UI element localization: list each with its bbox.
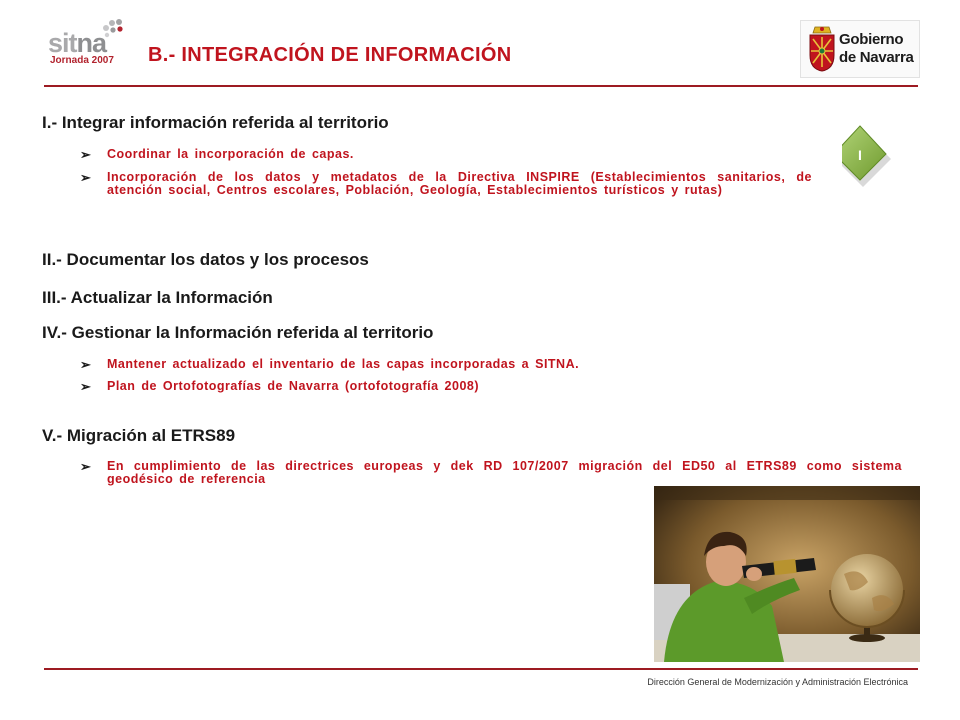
- arrow-right-icon: ➢: [80, 379, 92, 394]
- section-heading-2: II.- Documentar los datos y los procesos: [42, 250, 369, 269]
- section-1-list: [42, 148, 812, 197]
- navarra-shield-icon: [807, 25, 837, 73]
- gov-logo-line1: Gobierno: [839, 31, 904, 48]
- list-item-text: Coordinar la incorporación de capas.: [107, 147, 354, 161]
- list-item: [42, 171, 812, 197]
- header-divider: [44, 85, 918, 87]
- arrow-right-icon: ➢: [80, 357, 92, 372]
- arrow-right-icon: ➢: [80, 147, 92, 162]
- badge-label: I: [858, 147, 862, 163]
- section-badge: [842, 124, 906, 188]
- list-item: [42, 380, 812, 393]
- section-heading-4: IV.- Gestionar la Información referida al territorio: [42, 323, 434, 342]
- arrow-right-icon: ➢: [80, 170, 92, 185]
- section-heading-1: I.- Integrar información referida al territorio: [42, 113, 389, 132]
- list-item: [42, 460, 902, 486]
- list-item-text: Incorporación de los datos y metadatos de la Directiva INSPIRE (Establecimientos sanitarios, de atención social, Centros escolares, Población, Geología, Establecimientos turísticos y rutas): [107, 170, 812, 197]
- page-title: B.- INTEGRACIÓN DE INFORMACIÓN: [148, 44, 512, 66]
- list-item: [42, 148, 812, 161]
- list-item-text: Plan de Ortofotografías de Navarra (ortofotografía 2008): [107, 379, 480, 393]
- section-heading-5: V.- Migración al ETRS89: [42, 426, 236, 445]
- list-item: [42, 358, 812, 371]
- sitna-subtitle: Jornada 2007: [50, 55, 114, 66]
- telescope-globe-photo: [654, 486, 920, 662]
- sitna-wordmark: sitna: [48, 28, 107, 58]
- list-item-text: Mantener actualizado el inventario de las capas incorporadas a SITNA.: [107, 357, 580, 371]
- section-4-list: [42, 358, 812, 393]
- sitna-logo: [44, 18, 124, 70]
- list-item-text: En cumplimiento de las directrices europeas y dek RD 107/2007 migración del ED50 al ETRS89 como sistema geodésico de referencia: [107, 459, 902, 486]
- gov-logo-line2: de Navarra: [839, 49, 914, 66]
- footer-divider: [44, 668, 918, 670]
- arrow-right-icon: ➢: [80, 459, 92, 474]
- footer-text: Dirección General de Modernización y Administración Electrónica: [647, 677, 908, 687]
- section-heading-3: III.- Actualizar la Información: [42, 288, 273, 307]
- section-5-list: [42, 460, 902, 486]
- gobierno-navarra-logo: [800, 20, 920, 78]
